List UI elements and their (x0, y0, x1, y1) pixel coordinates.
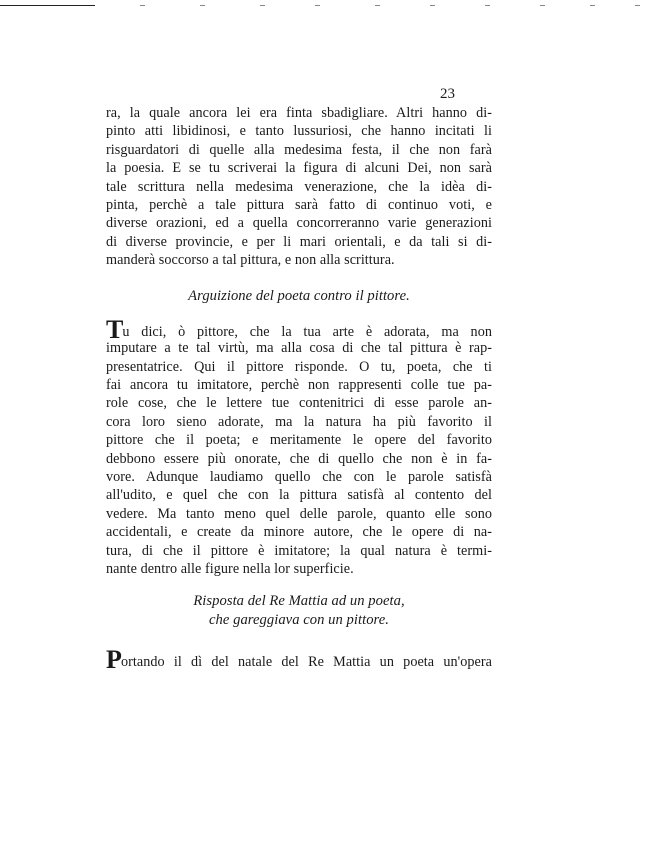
text-line: vedere. Ma tanto meno quel delle parole, quanto elle sono (106, 505, 492, 522)
section-heading-risposta-line-2: che gareggiava con un pittore. (209, 611, 389, 628)
paragraph-portando (106, 645, 492, 675)
text-line: imputare a te tal virtù, ma alla cosa di che tal pittura è rap- (106, 340, 492, 357)
text-line: tura, di che il pittore è imitatore; la qual natura è termi- (106, 542, 492, 559)
text-line: nante dentro alle figure nella lor superficie. (106, 561, 354, 577)
text-line: pinto atti libidinosi, e tanto lussuriosi, che hanno incitati li (106, 123, 492, 140)
text-line: ra, la quale ancora lei era finta sbadigliare. Altri hanno di- (106, 105, 492, 121)
text-line: diverse orazioni, ed a quella concorreranno varie generazioni (106, 215, 492, 232)
text-line: all'udito, e quel che con la pittura satisfà al contento del (106, 487, 492, 504)
text-line: presentatrice. Qui il pittore risponde. O tu, poeta, che ti (106, 358, 492, 375)
text-line: accidentali, e create da minore autore, che le opere di na- (106, 524, 492, 541)
text-line: risguardatori di quelle alla medesima festa, il che non farà (106, 141, 492, 158)
text-line-first (106, 645, 492, 675)
page-number: 23 (440, 86, 455, 102)
drop-cap-letter: P (106, 645, 122, 675)
text-line: manderà soccorso a tal pittura, e non alla scrittura. (106, 252, 395, 269)
section-heading-arguizione: Arguizione del poeta contro il pittore. (188, 287, 410, 304)
text-line: pinta, perchè a tale pittura sarà fatto di continuo voti, e (106, 196, 492, 213)
paragraph-continued (106, 104, 492, 270)
page-body (106, 104, 492, 675)
text-line: la poesia. E se tu scriverai la figura di alcuni Dei, non sarà (106, 160, 492, 177)
top-edge-rule (0, 5, 95, 6)
text-line-rest: ortando il dì del natale del Re Mattia un poeta un'opera (120, 654, 492, 671)
text-line: cora loro sieno adorate, ma la natura ha più favorito il (106, 413, 492, 430)
text-line: tale scrittura nella medesima venerazione, che la idèa di- (106, 178, 492, 195)
text-line: di diverse provincie, e per li mari orientali, e da tali si di- (106, 233, 492, 250)
drop-cap-letter: T (106, 314, 124, 344)
text-line-first (106, 314, 492, 344)
text-line: debbono essere più onorate, che di quello che non è in fa- (106, 450, 492, 467)
top-edge-marks (140, 2, 640, 10)
text-line: vore. Adunque laudiamo quello che con le parole satisfà (106, 469, 492, 486)
text-line-rest: u dici, ò pittore, che la tua arte è adorata, ma non (122, 323, 492, 340)
text-line: fai ancora tu imitatore, perchè non rappresenti colle tue pa- (106, 377, 492, 394)
text-line: pittore che il poeta; e meritamente le opere del favorito (106, 432, 492, 449)
paragraph-tu-dici (106, 314, 492, 578)
text-line: role cose, che le lettere tue contenitrici di esse parole an- (106, 395, 492, 412)
section-heading-risposta-line-1: Risposta del Re Mattia ad un poeta, (193, 593, 405, 610)
